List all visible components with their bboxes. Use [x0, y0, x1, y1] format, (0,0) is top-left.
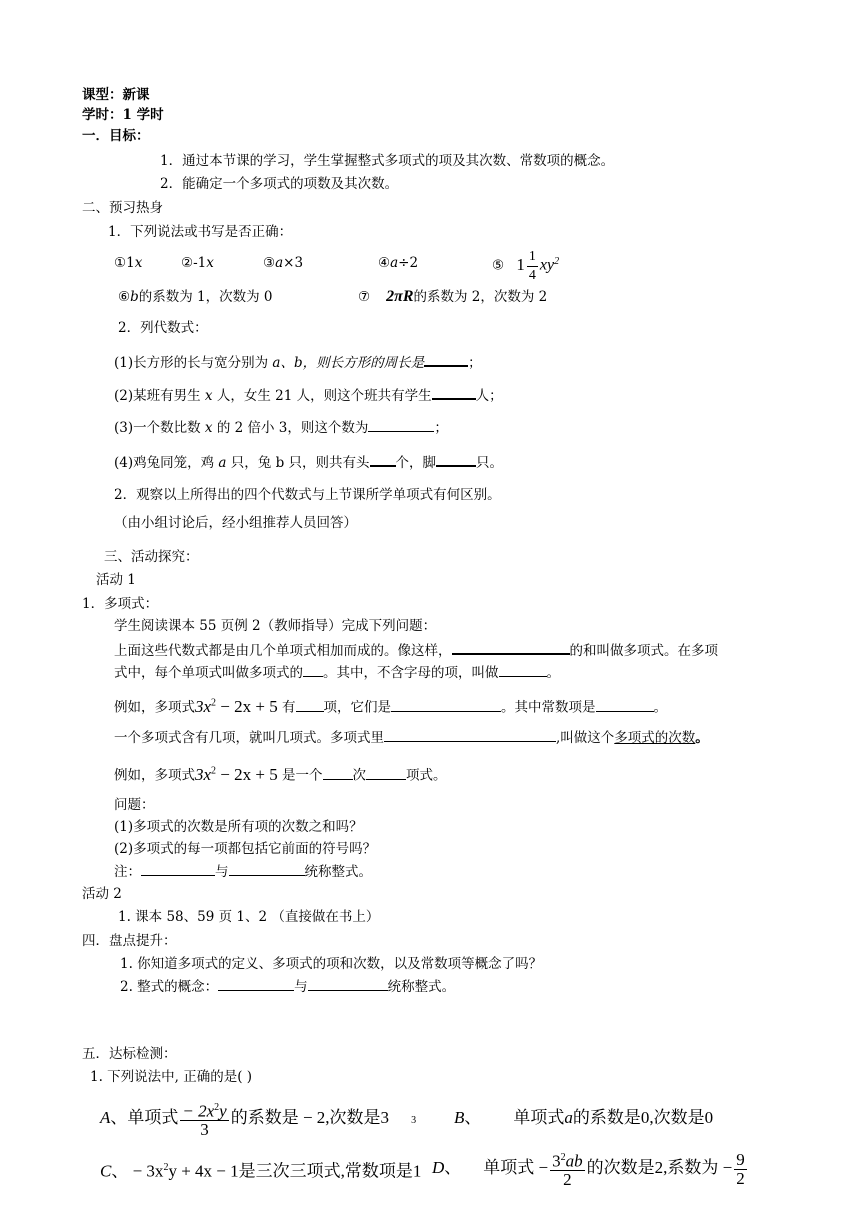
review-1: 1. 你知道多项式的定义、多项式的项和次数，以及常数项等概念了吗？ [120, 956, 543, 972]
choice-a: A、单项式 $\frac{- 2x^2y}{3}$ 的系数是 − 2,次数是3 3 [100, 1096, 416, 1143]
item-polynomial: 1．多项式： [82, 596, 159, 612]
option-2: ②-1x [181, 255, 214, 271]
activity-2-item: 1. 课本 58、59 页 1、2 （直接做在书上） [118, 909, 380, 925]
activity-1-label: 活动 1 [96, 572, 136, 588]
degree-definition: 一个多项式含有几项，就叫几项式。多项式里 ,叫做这个多项式的次数。 [114, 730, 709, 746]
example-1: 例如，多项式$3x^2 - 2x + 5$ 有 项，它们是 。其中常数项是 。 [114, 696, 668, 716]
test-question-1: 1. 下列说法中, 正确的是( ) [90, 1069, 253, 1085]
option-4: ④a÷2 [378, 255, 419, 271]
section-goals-title: 一．目标： [82, 128, 150, 144]
choice-b: B、 单项式a的系数是0,次数是0 [454, 1108, 714, 1127]
option-5: ⑤ 1 $\frac{1}{4}$ $xy^2$ [492, 248, 560, 283]
activity-2-label: 活动 2 [82, 886, 122, 902]
choice-d: D、 单项式 − $\frac{3^2ab}{2}$ 的次数是2,系数为 − $\frac{9}{2}$ [432, 1149, 745, 1190]
option-1: ①1x [114, 255, 143, 271]
example-2: 例如，多项式$3x^2 - 2x + 5$ 是一个 次 项式。 [114, 764, 447, 784]
section-review-title: 四．盘点提升： [82, 933, 177, 949]
question-3-note: （由小组讨论后，经小组推荐人员回答） [114, 515, 357, 531]
section-test-title: 五．达标检测： [82, 1046, 177, 1062]
definition-line-2: 式中，每个单项式叫做多项式的 。其中，不含字母的项，叫做 。 [114, 665, 560, 681]
review-2: 2. 整式的概念： 与 统称整式。 [120, 979, 456, 995]
option-3: ③a×3 [263, 255, 304, 271]
class-hours: 学时：1 学时 [82, 107, 164, 123]
choice-c: C、 − $3x^2y + 4x - 1$是三次三项式,常数项是1 [100, 1161, 422, 1181]
section-activity-title: 三、活动探究： [104, 549, 199, 565]
note-integral-expression: 注： 与 统称整式。 [114, 864, 372, 880]
question-2: 2．列代数式： [118, 320, 208, 336]
course-type: 课型：新课 [82, 87, 150, 103]
option-6: ⑥b的系数为 1，次数为 0 [118, 289, 273, 305]
question-b: (2)多项式的每一项都包括它前面的符号吗？ [114, 841, 377, 857]
goal-1: 1．通过本节课的学习，学生掌握整式多项式的项及其次数、常数项的概念。 [160, 153, 615, 169]
question-1: 1．下列说法或书写是否正确： [108, 224, 293, 240]
reading-instruction: 学生阅读课本 55 页例 2（教师指导）完成下列问题： [114, 618, 437, 634]
definition-line-1: 上面这些代数式都是由几个单项式相加而成的。像这样， 的和叫做多项式。在多项 [114, 640, 718, 660]
option-7: ⑦ 2πR的系数为 2，次数为 2 [358, 288, 548, 305]
section-preview-title: 二、预习热身 [82, 200, 163, 216]
question-a: (1)多项式的次数是所有项的次数之和吗？ [114, 819, 363, 835]
goal-2: 2．能确定一个多项式的项数及其次数。 [160, 176, 399, 192]
problem-1: (1)长方形的长与宽分别为 a、b，则长方形的周长是 ； [114, 352, 482, 372]
problem-2: (2)某班有男生 x 人，女生 21 人，则这个班共有学生 人； [114, 385, 503, 405]
questions-title: 问题： [114, 797, 155, 813]
problem-3: (3)一个数比数 x 的 2 倍小 3，则这个数为 ； [114, 420, 448, 436]
problem-4: (4)鸡兔同笼，鸡 a 只，兔 b 只，则共有头 个，脚 只。 [114, 452, 503, 472]
question-3: 2．观察以上所得出的四个代数式与上节课所学单项式有何区别。 [114, 487, 501, 503]
